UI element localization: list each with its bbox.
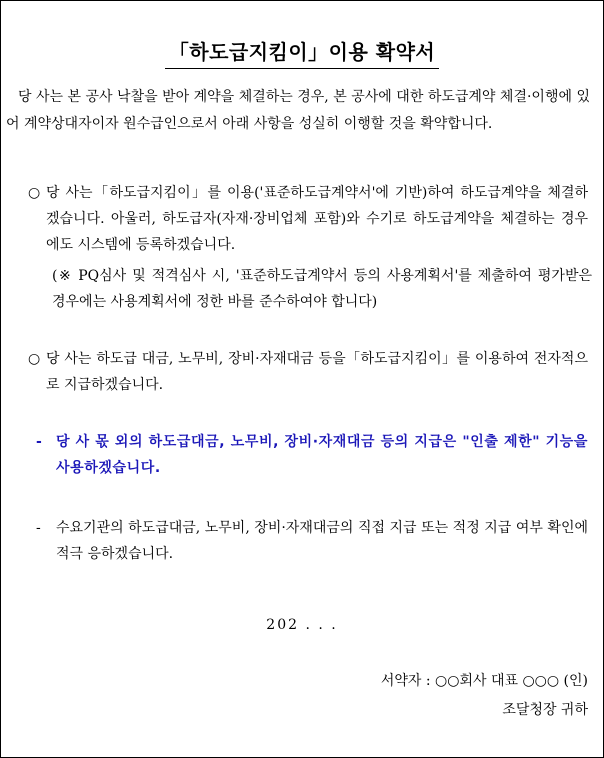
addressee-line: 조달청장 귀하 xyxy=(502,702,588,718)
document-title-text: 「하도급지킴이」이용 확약서 xyxy=(165,36,439,69)
date-line: 202 . . . xyxy=(266,617,338,633)
dash-item-direct-payment xyxy=(36,515,588,567)
dash-bullet-icon: - xyxy=(36,520,41,536)
signer-line: 서약자 : ○○회사 대표 ○○○ (인) xyxy=(380,673,588,689)
intro-paragraph: 당 사는 본 공사 낙찰을 받아 계약을 체결하는 경우, 본 공사에 대한 하도급계약 체결·이행에 있어 계약상대자이자 원수급인으로서 아래 사항을 성실히 이행할 것을 확약합니다. xyxy=(6,89,590,132)
circle-bullet-icon: ○ xyxy=(28,351,41,367)
dash-item-withdrawal-limit-text: 당 사 몫 외의 하도급대금, 노무비, 장비·자재대금 등의 지급은 "인출 제한" 기능을 사용하겠습니다. xyxy=(56,434,588,476)
dash-item-withdrawal-limit xyxy=(36,429,588,481)
bullet-item-2-text: 당 사는 하도급 대금, 노무비, 장비·자재대금 등을「하도급지킴이」를 이용하여 전자적으로 지급하겠습니다. xyxy=(46,351,588,393)
bullet-item-2 xyxy=(28,346,588,398)
bullet-item-1-text: 당 사는「하도급지킴이」를 이용('표준하도급계약서'에 기반)하여 하도급계약을 체결하겠습니다. 아울러, 하도급자(자재·장비업체 포함)와 수기로 하도급계약을 체결하는 경우에도 시스템에 등록하겠습니다. xyxy=(46,185,588,253)
bullet-item-1 xyxy=(28,180,588,258)
pq-note: (※ PQ심사 및 적격심사 시, '표준하도급계약서 등의 사용계획서'를 제출하여 평가받은 경우에는 사용계획서에 정한 바를 준수하여야 합니다) xyxy=(52,268,592,310)
document-title xyxy=(0,36,604,69)
circle-bullet-icon: ○ xyxy=(28,185,41,201)
dash-item-direct-payment-text: 수요기관의 하도급대금, 노무비, 장비·자재대금의 직접 지급 또는 적정 지급 여부 확인에 적극 응하겠습니다. xyxy=(56,520,588,562)
dash-bullet-icon: - xyxy=(36,434,43,450)
